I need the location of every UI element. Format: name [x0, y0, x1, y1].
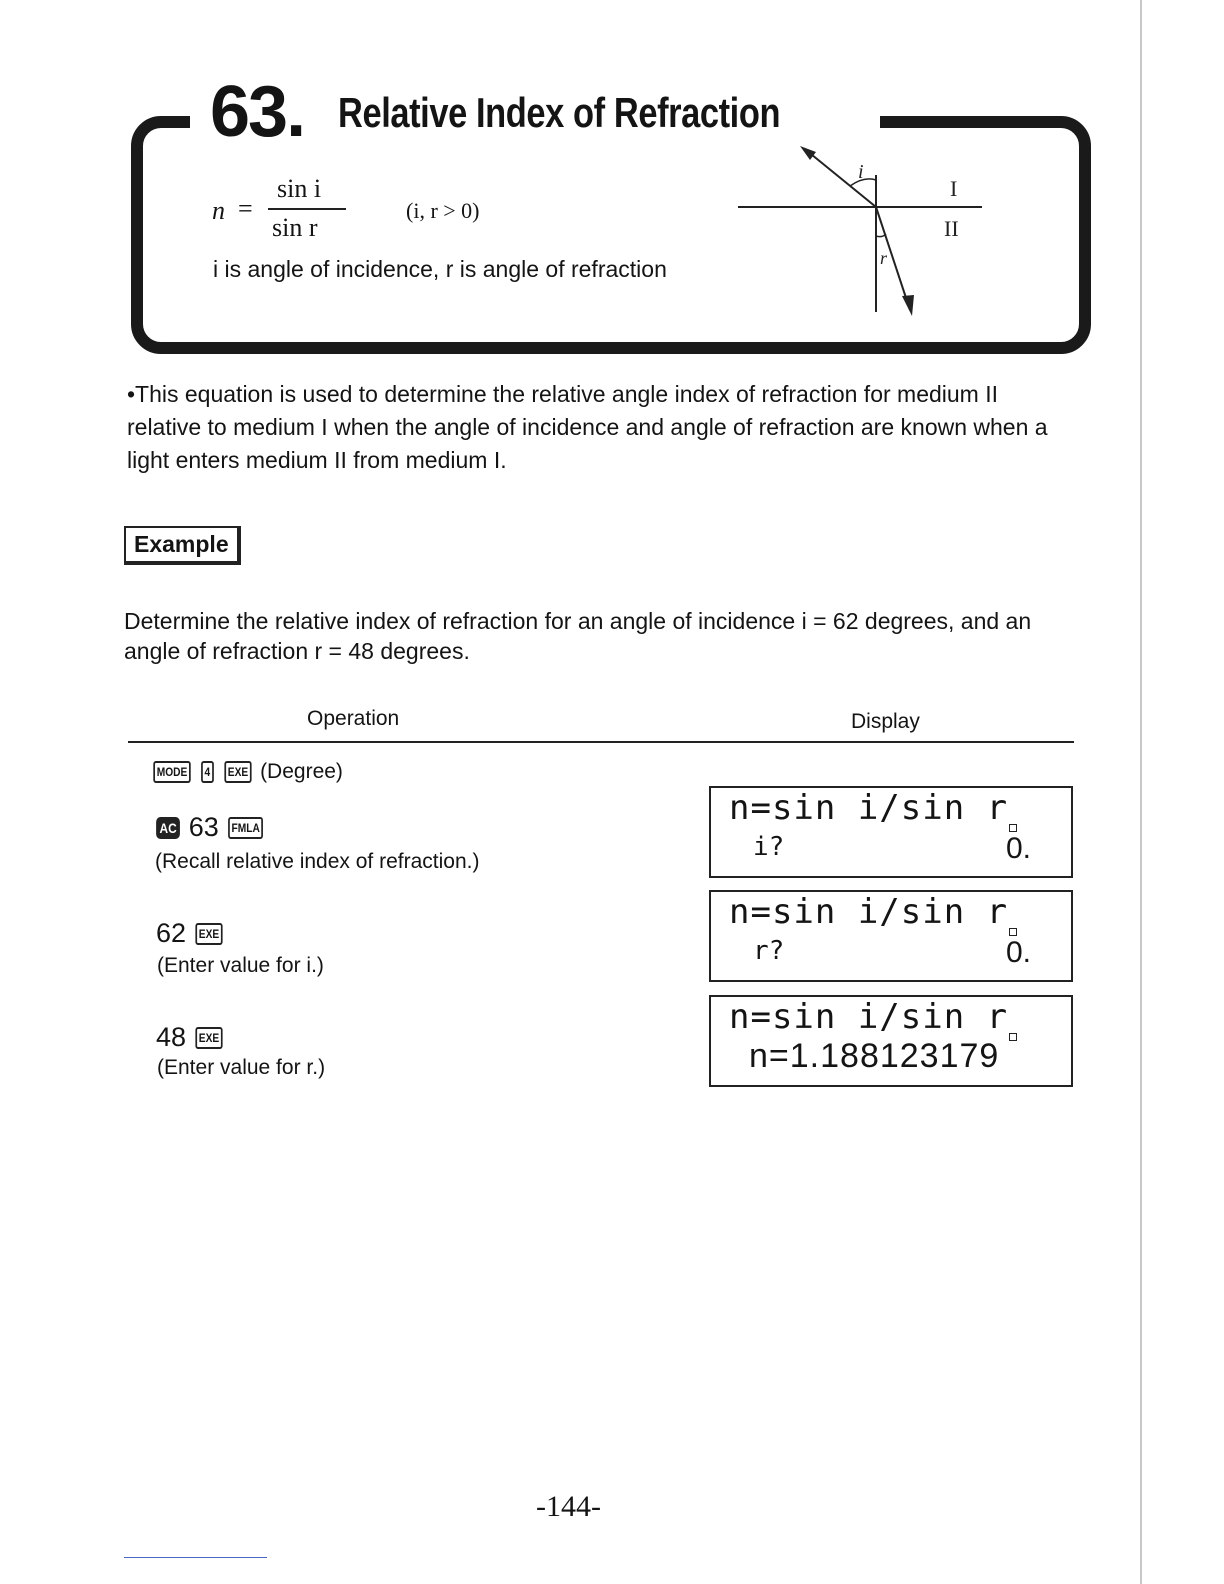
step-2-note: (Recall relative index of refraction.) [155, 850, 480, 873]
section-number: 63. [210, 72, 305, 152]
refraction-diagram [730, 140, 1000, 320]
label-r: r [880, 248, 888, 268]
fraction-line [268, 208, 346, 210]
page-number: -144- [536, 1490, 601, 1523]
label-i: i [858, 161, 864, 183]
label-medium-1: I [950, 176, 958, 201]
table-divider [128, 741, 1074, 743]
four-key: 4 [202, 761, 214, 783]
example-label: Example [124, 526, 241, 565]
formula-equals: = [238, 194, 253, 223]
description-paragraph: •This equation is used to determine the relative angle index of refraction for medium II relative to medium I when the angle of incidence and angle of refraction are known when a light enters medium II from medium I. [127, 381, 1048, 473]
step-3 [156, 918, 227, 949]
step-3-note: (Enter value for i.) [157, 954, 324, 977]
display-1-value: 0. [1005, 832, 1031, 865]
formula-denominator: sin r [272, 213, 318, 242]
formula-condition: (i, r > 0) [406, 198, 480, 223]
fmla-key: FMLA [228, 817, 263, 839]
example-problem: Determine the relative index of refraction for an angle of incidence i = 62 degrees, and an angle of refraction r = 48 degrees. [124, 608, 1032, 664]
cursor-indicator-icon [1009, 928, 1017, 936]
formula-numerator: sin i [277, 174, 322, 203]
step-3-number: 62 [156, 918, 187, 948]
label-medium-2: II [944, 216, 959, 241]
cursor-indicator-icon [1009, 824, 1017, 832]
exe-key: EXE [195, 1027, 222, 1049]
step-4-note: (Enter value for r.) [157, 1056, 326, 1079]
ac-key: AC [156, 817, 180, 839]
footer-rule [124, 1557, 267, 1558]
step-4-number: 48 [156, 1022, 187, 1052]
exe-key: EXE [224, 761, 251, 783]
angle-definition: i is angle of incidence, r is angle of refraction [213, 256, 667, 282]
mode-key: MODE [153, 761, 190, 783]
display-2-formula: n=sin i/sin r [729, 892, 1009, 932]
operation-header: Operation [307, 707, 400, 730]
display-3-formula: n=sin i/sin r [729, 997, 1009, 1037]
page-edge [1140, 0, 1142, 1584]
cursor-indicator-icon [1009, 1033, 1017, 1041]
step-4 [156, 1022, 227, 1053]
calculator-display-2 [709, 890, 1073, 982]
display-3-result: n=1.188123179 [749, 1037, 1000, 1075]
calculator-display-1 [709, 786, 1073, 878]
step-2 [154, 812, 269, 843]
display-2-value: 0. [1005, 936, 1031, 969]
refracted-arrow-icon [902, 295, 914, 316]
incident-arrow-icon [800, 146, 816, 160]
calculator-display-3 [709, 995, 1073, 1087]
angle-r-arc [876, 234, 886, 237]
section-title: Relative Index of Refraction [338, 89, 781, 136]
step-1-note: (Degree) [260, 760, 343, 783]
display-1-prompt: i? [753, 832, 785, 862]
step-1 [150, 760, 343, 784]
display-2-prompt: r? [753, 936, 785, 966]
step-2-number: 63 [188, 812, 219, 842]
exe-key: EXE [195, 923, 222, 945]
display-header: Display [851, 710, 920, 733]
display-1-formula: n=sin i/sin r [729, 788, 1009, 828]
formula-lhs: n [212, 196, 225, 225]
